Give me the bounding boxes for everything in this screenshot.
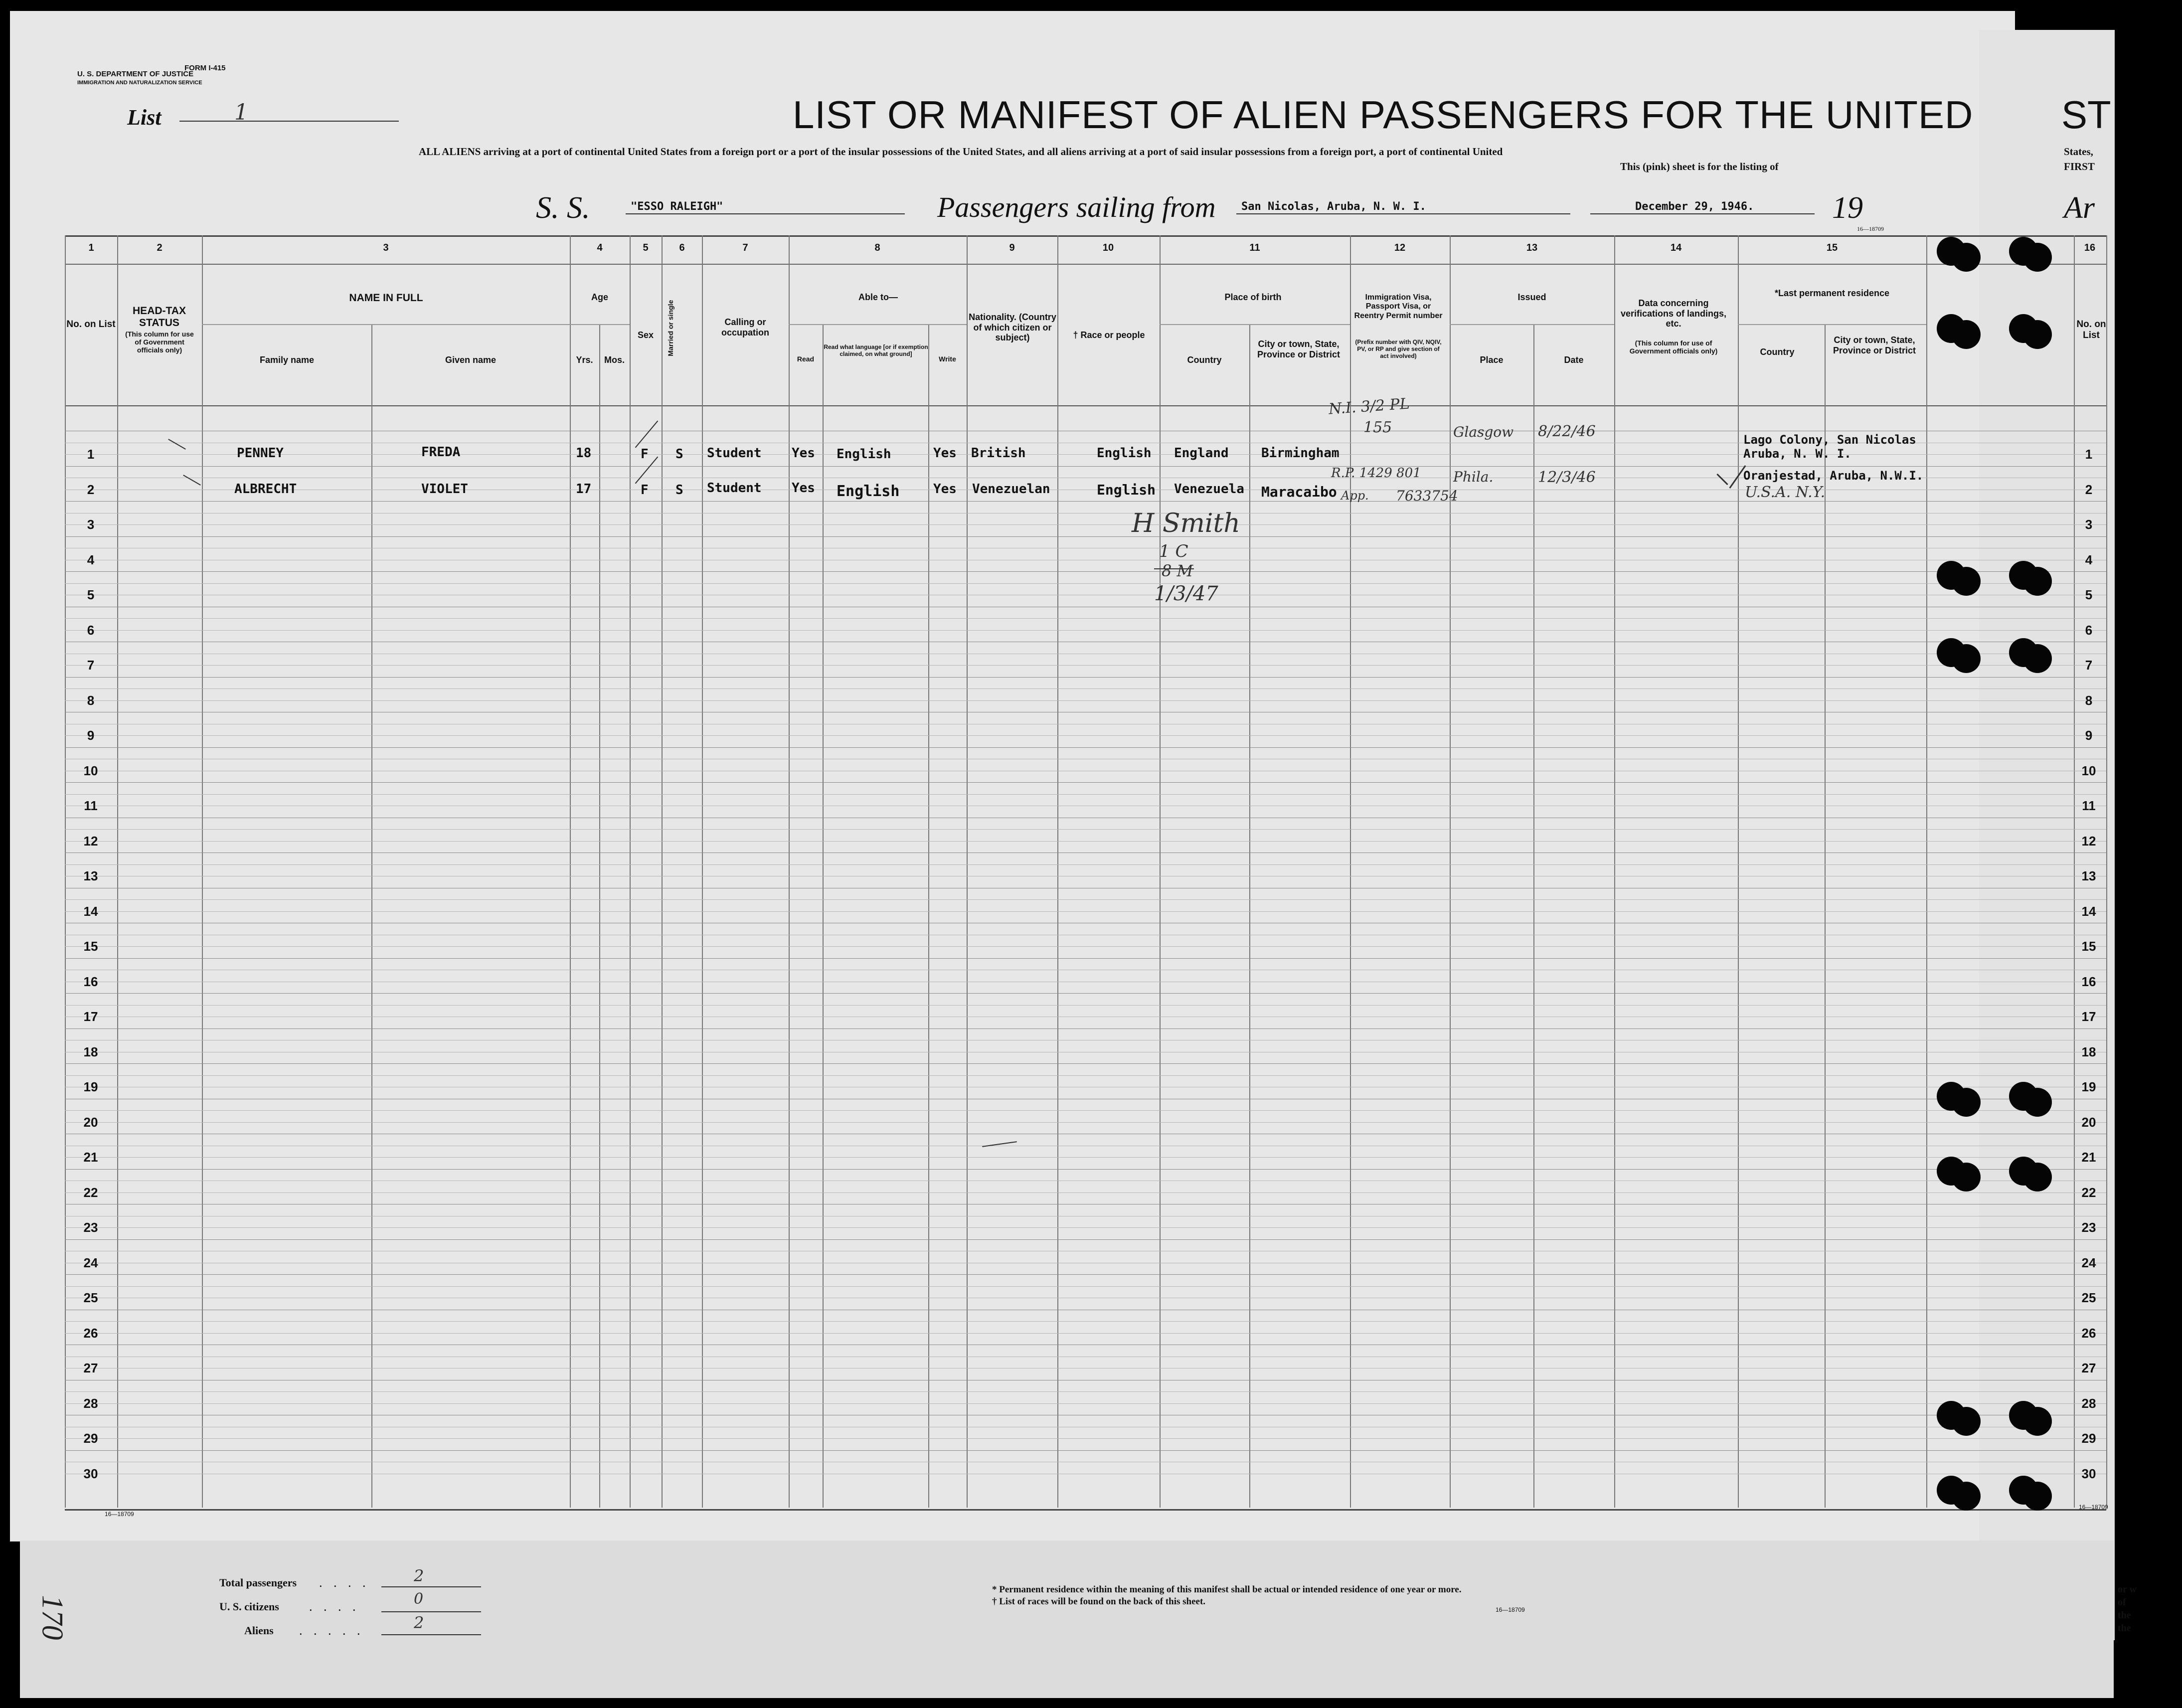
row-number-left: 15 <box>83 939 98 954</box>
column-rule <box>599 324 600 1508</box>
subheader-rule <box>789 324 967 325</box>
header-head-tax: HEAD-TAX STATUS <box>133 305 186 329</box>
punch-hole <box>1952 1482 1981 1511</box>
instructions-line-2: This (pink) sheet is for the listing of <box>1620 161 1779 172</box>
instructions-line-1: ALL ALIENS arriving at a port of continental United States from a foreign port or a port of the insular possessions of the United States, and all aliens arriving at a port of said insular possessions from a foreign port, a port of continental United <box>419 146 1503 158</box>
row-2-family: ALBRECHT <box>234 482 297 497</box>
column-rule <box>1738 235 1739 1508</box>
row-rule <box>65 688 2106 689</box>
row-2-race: English <box>1097 482 1156 498</box>
row-1-nationality: British <box>971 446 1026 461</box>
print-code-right: 16—18709 <box>2079 1504 2108 1511</box>
row-number-right: 30 <box>2081 1466 2096 1481</box>
column-number: 7 <box>742 242 748 253</box>
row-2-language: English <box>837 483 900 500</box>
row-number-right: 19 <box>2081 1079 2096 1094</box>
print-code-left: 16—18709 <box>105 1511 134 1518</box>
side-page-number: 170 <box>36 1595 69 1640</box>
row-rule <box>65 1403 2106 1404</box>
row-rule <box>65 1063 2106 1064</box>
row-2-sex: F <box>641 483 649 498</box>
column-rule <box>1350 235 1351 1508</box>
header-race: † Race or people <box>1073 330 1145 340</box>
print-code-footer: 16—18709 <box>1496 1606 1525 1613</box>
aliens-value: 2 <box>414 1613 424 1632</box>
header-sex: Sex <box>637 330 654 340</box>
header-issued-date: Date <box>1564 355 1584 365</box>
header-head-tax-note: (This column for use of Government officials only) <box>125 330 194 354</box>
row-number-left: 4 <box>87 552 95 567</box>
row-1-birth-city: Birmingham <box>1261 446 1340 461</box>
row-number-left: 29 <box>83 1431 98 1446</box>
column-number: 5 <box>643 242 649 253</box>
punch-hole <box>1952 320 1981 349</box>
row-1-res-line-1: Lago Colony, San Nicolas <box>1743 433 1916 447</box>
row-rule <box>65 466 2106 467</box>
row-rule <box>65 1438 2106 1439</box>
row-rule <box>65 1075 2106 1076</box>
row-rule <box>65 1028 2106 1029</box>
header-visa-note: (Prefix number with QIV, NQIV, PV, or RP and give section of act involved) <box>1355 339 1442 359</box>
row-2-given: VIOLET <box>421 482 468 497</box>
row-rule <box>65 1005 2106 1006</box>
column-rule <box>371 324 372 1508</box>
row-number-left: 17 <box>83 1009 98 1024</box>
form-number: FORM I-415 <box>184 64 226 72</box>
header-issued: Issued <box>1517 292 1546 302</box>
column-rule <box>570 235 571 1508</box>
column-number: 15 <box>1826 242 1838 253</box>
visa-annotation-rp: R.P. 1429 801 <box>1331 466 1421 481</box>
column-number: 11 <box>1249 242 1260 253</box>
row-1-write: Yes <box>933 446 957 461</box>
header-able-to: Able to— <box>858 292 898 302</box>
row-number-left: 9 <box>87 728 95 743</box>
punch-hole <box>2023 1163 2052 1192</box>
row-rule <box>65 747 2106 748</box>
visa-annotation-top: N.I. 3/2 PL <box>1328 395 1410 418</box>
row-rule <box>65 946 2106 947</box>
row-number-right: 17 <box>2081 1009 2096 1024</box>
aliens-underline <box>381 1634 481 1635</box>
inspector-note-2: 8 M <box>1162 561 1193 580</box>
column-number: 1 <box>88 242 94 253</box>
row-1-occupation: Student <box>707 446 762 461</box>
column-number: 13 <box>1526 242 1538 253</box>
row-rule <box>65 899 2106 900</box>
row-1-birth-country: England <box>1174 446 1229 461</box>
row-number-right: 15 <box>2081 939 2096 954</box>
header-no-on-list-right: No. on List <box>2076 319 2106 341</box>
row-1-issued-place: Glasgow <box>1453 424 1514 440</box>
punch-hole <box>2023 1482 2052 1511</box>
row-number-left: 20 <box>83 1114 98 1130</box>
row-number-right: 16 <box>2081 974 2096 989</box>
row-number-left: 13 <box>83 868 98 883</box>
column-rule <box>1450 235 1451 1508</box>
row-number-right: 2 <box>2085 482 2093 497</box>
row-2-birth-city: Maracaibo <box>1261 484 1337 500</box>
row-number-right: 5 <box>2085 587 2093 602</box>
row-rule <box>65 782 2106 783</box>
header-visa: Immigration Visa, Passport Visa, or Reentry Permit number <box>1354 293 1443 320</box>
row-number-right: 6 <box>2085 622 2093 638</box>
row-number-left: 5 <box>87 587 95 602</box>
column-rule <box>1926 235 1927 1508</box>
column-number: 8 <box>874 242 880 253</box>
list-underline <box>179 121 399 122</box>
row-rule <box>65 1110 2106 1111</box>
row-number-left: 7 <box>87 658 95 673</box>
row-rule <box>65 1157 2106 1158</box>
department: U. S. DEPARTMENT OF JUSTICE <box>77 70 194 78</box>
row-number-right: 18 <box>2081 1044 2096 1059</box>
row-2-occupation: Student <box>707 481 762 496</box>
header-yrs: Yrs. <box>576 355 593 365</box>
row-number-right: 1 <box>2085 447 2093 462</box>
row-rule <box>65 700 2106 701</box>
header-read: Read <box>797 355 815 363</box>
inspector-note-1: 1 C <box>1159 541 1188 561</box>
row-2-visa: 7633754 <box>1396 488 1458 504</box>
inspector-fraction-line <box>1154 568 1194 569</box>
row-2-nationality: Venezuelan <box>972 482 1050 497</box>
page-title: LIST OR MANIFEST OF ALIEN PASSENGERS FOR THE UNITED <box>793 93 1974 137</box>
header-age: Age <box>591 292 608 302</box>
row-1-sex: F <box>641 447 649 462</box>
row-rule <box>65 1286 2106 1287</box>
row-number-right: 12 <box>2081 833 2096 849</box>
row-number-right: 27 <box>2081 1361 2096 1375</box>
column-rule <box>202 235 203 1508</box>
row-number-right: 24 <box>2081 1255 2096 1270</box>
row-number-left: 21 <box>83 1150 98 1165</box>
header-married: Married or single <box>666 300 674 356</box>
footnote-races: † List of races will be found on the back of this sheet. <box>992 1596 1206 1607</box>
date-underline <box>1590 213 1815 214</box>
column-number: 4 <box>597 242 603 253</box>
row-number-left: 16 <box>83 974 98 989</box>
header-nationality: Nationality. (Country of which citizen or subject) <box>969 312 1056 343</box>
row-number-left: 3 <box>87 517 95 532</box>
row-2-birth-country: Venezuela <box>1174 482 1244 497</box>
row-number-left: 8 <box>87 692 95 708</box>
row-number-right: 21 <box>2081 1150 2096 1165</box>
inspector-date: 1/3/47 <box>1154 582 1218 605</box>
column-rule <box>1825 324 1826 1508</box>
footer-panel <box>20 1540 2114 1698</box>
row-number-left: 28 <box>83 1395 98 1411</box>
column-number: 2 <box>157 242 163 253</box>
row-number-right: 11 <box>2082 798 2096 813</box>
column-rule <box>1614 235 1615 1508</box>
row-number-right: 22 <box>2081 1185 2096 1200</box>
leader-dots: . . . . . <box>299 1623 364 1638</box>
row-number-left: 23 <box>83 1220 98 1235</box>
subheader-rule <box>1160 324 1350 325</box>
row-number-right: 10 <box>2081 763 2096 778</box>
row-number-left: 10 <box>83 763 98 778</box>
leader-dots: . . . . <box>319 1575 370 1590</box>
row-rule <box>65 1169 2106 1170</box>
row-1-marital: S <box>675 447 683 462</box>
punch-hole <box>1952 567 1981 596</box>
row-number-right: 13 <box>2081 868 2096 883</box>
sailing-label: Passengers sailing from <box>937 191 1216 223</box>
column-rule <box>823 324 824 1508</box>
row-number-left: 24 <box>83 1255 98 1270</box>
row-rule <box>65 618 2106 619</box>
column-number: 9 <box>1009 242 1015 253</box>
column-rule <box>2106 235 2107 1508</box>
row-number-left: 27 <box>83 1361 98 1375</box>
leader-dots: . . . . <box>309 1599 360 1614</box>
header-no-on-list: No. on List <box>66 319 116 330</box>
header-res-country: Country <box>1760 347 1795 357</box>
column-rule <box>967 235 968 1508</box>
column-rule <box>65 235 66 1508</box>
column-number: 16 <box>2084 242 2096 253</box>
ss-label: S. S. <box>536 191 590 225</box>
column-number: 12 <box>1394 242 1406 253</box>
row-number-right: 9 <box>2085 728 2093 743</box>
row-rule <box>65 735 2106 736</box>
port-underline <box>1236 213 1570 214</box>
column-rule <box>1160 235 1161 1508</box>
row-number-right: 7 <box>2085 658 2093 673</box>
column-rule <box>1249 324 1250 1508</box>
row-1-race: English <box>1097 446 1152 461</box>
row-rule <box>65 677 2106 678</box>
row-rule <box>65 911 2106 912</box>
total-underline <box>381 1586 481 1587</box>
row-number-left: 11 <box>84 798 98 813</box>
list-value: 1 <box>234 100 248 125</box>
row-number-right: 28 <box>2081 1395 2096 1411</box>
punch-hole <box>2023 1407 2052 1436</box>
service: IMMIGRATION AND NATURALIZATION SERVICE <box>77 80 202 86</box>
row-rule <box>65 665 2106 666</box>
punch-hole <box>2023 644 2052 673</box>
column-rule <box>117 235 118 1508</box>
row-rule <box>65 524 2106 525</box>
column-rule <box>1533 324 1534 1508</box>
row-rule <box>65 501 2106 502</box>
column-rule <box>928 324 929 1508</box>
punch-hole <box>1952 1407 1981 1436</box>
row-rule <box>65 1333 2106 1334</box>
row-number-left: 1 <box>87 447 95 462</box>
print-code-top: 16—18709 <box>1857 225 1884 232</box>
subheader-rule <box>1738 324 1926 325</box>
page-title-continued: ST <box>2061 93 2111 137</box>
header-issued-place: Place <box>1480 355 1504 365</box>
row-rule <box>65 993 2106 994</box>
column-number: 14 <box>1670 242 1682 253</box>
next-sheet-footnote-fragment: or w of the the <box>2118 1584 2137 1634</box>
header-read-what: Read what language [or if exemption claimed, on what ground] <box>824 343 928 357</box>
row-number-left: 25 <box>83 1290 98 1305</box>
row-number-left: 19 <box>83 1079 98 1094</box>
punch-hole <box>1952 243 1981 272</box>
row-rule <box>65 829 2106 830</box>
column-rule <box>1057 235 1058 1508</box>
row-2-res-line-2: U.S.A. N.Y. <box>1745 484 1826 501</box>
punch-hole <box>1952 644 1981 673</box>
punch-hole <box>1952 1163 1981 1192</box>
row-number-right: 26 <box>2081 1325 2096 1341</box>
row-2-marital: S <box>675 483 683 498</box>
row-rule <box>65 864 2106 865</box>
header-family-name: Family name <box>259 355 315 365</box>
row-rule <box>65 958 2106 959</box>
us-citizens-label: U. S. citizens <box>219 1600 279 1613</box>
header-name-in-full: NAME IN FULL <box>349 292 423 304</box>
sailing-port: San Nicolas, Aruba, N. W. I. <box>1241 200 1426 213</box>
row-number-right: 29 <box>2081 1431 2096 1446</box>
punch-hole <box>2023 567 2052 596</box>
row-2-issued-place: Phila. <box>1453 469 1494 485</box>
row-rule <box>65 536 2106 537</box>
row-1-issued-date: 8/22/46 <box>1538 423 1596 440</box>
row-number-left: 26 <box>83 1325 98 1341</box>
header-mos: Mos. <box>604 355 625 365</box>
footnote-residence: * Permanent residence within the meaning of this manifest shall be actual or intended residence of one year or more. <box>992 1584 1462 1595</box>
header-place-of-birth: Place of birth <box>1224 292 1282 302</box>
instructions-right-1: States, <box>2064 146 2093 158</box>
us-underline <box>381 1611 481 1612</box>
row-rule <box>65 1239 2106 1240</box>
row-rule <box>65 630 2106 631</box>
header-data-note: (This column for use of Government officials only) <box>1629 339 1718 355</box>
header-last-residence: *Last permanent residence <box>1774 288 1890 298</box>
row-rule <box>65 1122 2106 1123</box>
inspector-signature: H Smith <box>1132 509 1240 538</box>
header-birth-city: City or town, State, Province or District <box>1257 339 1341 359</box>
row-number-left: 18 <box>83 1044 98 1059</box>
row-rule <box>65 571 2106 572</box>
punch-hole <box>2023 243 2052 272</box>
column-rule <box>630 235 631 1508</box>
ship-underline <box>626 213 905 214</box>
sailing-date: December 29, 1946. <box>1635 200 1754 213</box>
row-number-left: 12 <box>83 833 98 849</box>
header-write: Write <box>939 355 956 363</box>
header-calling: Calling or occupation <box>721 317 769 338</box>
row-rule <box>65 841 2106 842</box>
column-number: 10 <box>1102 242 1114 253</box>
column-rule <box>702 235 703 1508</box>
list-label: List <box>127 105 162 130</box>
row-1-language: English <box>837 447 891 462</box>
row-1-read: Yes <box>792 446 815 461</box>
row-rule <box>65 1450 2106 1451</box>
punch-hole <box>1952 1088 1981 1117</box>
punch-hole <box>2023 320 2052 349</box>
row-2-write: Yes <box>933 482 957 497</box>
row-1-res-line-2: Aruba, N. W. I. <box>1743 447 1851 461</box>
row-rule <box>65 1227 2106 1228</box>
row-number-left: 2 <box>87 482 95 497</box>
row-number-right: 14 <box>2081 903 2096 919</box>
arriving-label: Ar <box>2064 191 2095 225</box>
punch-hole <box>2023 1088 2052 1117</box>
header-res-city: City or town, State, Province or District <box>1833 335 1916 355</box>
row-1-visa: 155 <box>1363 419 1392 436</box>
row-2-res-line-1: Oranjestad, Aruba, N.W.I. <box>1743 469 1924 483</box>
row-2-yrs: 17 <box>576 482 592 497</box>
us-citizens-value: 0 <box>414 1590 424 1608</box>
row-number-left: 30 <box>83 1466 98 1481</box>
header-given-name: Given name <box>445 355 497 365</box>
header-data-concerning: Data concerning verifications of landings, etc. <box>1620 298 1727 329</box>
subheader-rule <box>202 324 570 325</box>
row-2-read: Yes <box>792 481 815 496</box>
row-1-family: PENNEY <box>237 446 284 461</box>
visa-annotation-app: App. <box>1341 489 1369 503</box>
row-number-right: 3 <box>2085 517 2093 532</box>
row-rule <box>65 583 2106 584</box>
column-rule <box>662 235 663 1508</box>
row-number-right: 20 <box>2081 1114 2096 1130</box>
column-number: 6 <box>679 242 685 253</box>
row-rule <box>65 1321 2106 1322</box>
row-rule <box>65 1391 2106 1392</box>
row-number-right: 8 <box>2085 692 2093 708</box>
year-prefix: 19 <box>1832 191 1863 225</box>
ship-name: "ESSO RALEIGH" <box>631 200 723 213</box>
column-number: 3 <box>383 242 389 253</box>
row-number-right: 25 <box>2081 1290 2096 1305</box>
row-number-left: 6 <box>87 622 95 638</box>
total-passengers-label: Total passengers <box>219 1576 297 1589</box>
row-rule <box>65 794 2106 795</box>
instructions-right-2: FIRST <box>2064 161 2095 172</box>
row-number-left: 14 <box>83 903 98 919</box>
row-1-yrs: 18 <box>576 446 592 461</box>
column-rule <box>789 235 790 1508</box>
row-number-right: 4 <box>2085 552 2093 567</box>
subheader-rule <box>570 324 630 325</box>
total-passengers-value: 2 <box>414 1566 424 1585</box>
header-birth-country: Country <box>1187 355 1222 365</box>
aliens-label: Aliens <box>244 1624 274 1637</box>
row-1-given: FREDA <box>421 445 461 460</box>
row-rule <box>65 1274 2106 1275</box>
row-2-issued-date: 12/3/46 <box>1538 469 1596 486</box>
subheader-rule <box>1450 324 1614 325</box>
row-number-right: 23 <box>2081 1220 2096 1235</box>
row-number-left: 22 <box>83 1185 98 1200</box>
